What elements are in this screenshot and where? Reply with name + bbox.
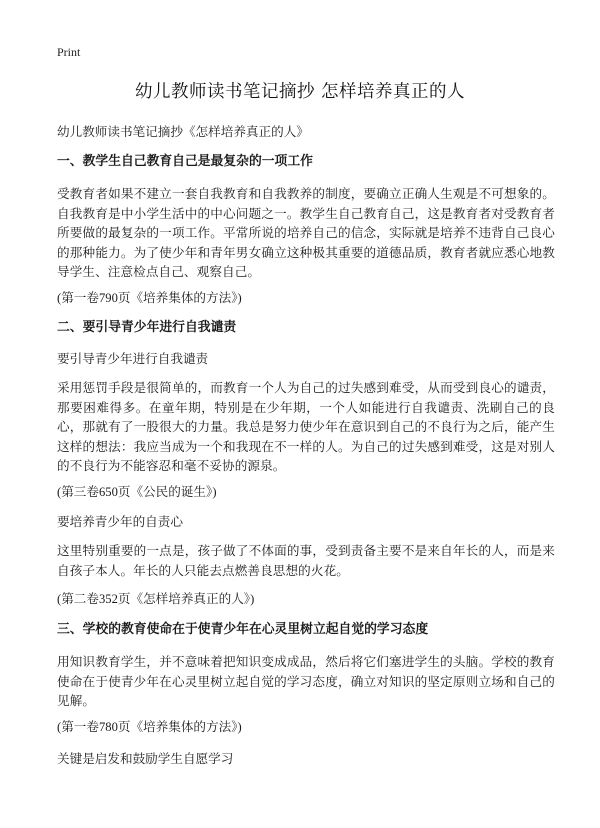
section-1-paragraph: 受教育者如果不建立一套自我教育和自我教养的制度，要确立正确人生观是不可想象的。自我教育是中小学生活中的中心问题之一。教学生自己教育自己，这是教育者对受教育者所要做的最复杂的一项工作。平常所说的培养自己的信念，实际就是培养不违背自己良心的那种能力。为了使少年和青年男女确立这种极其重要的道德品质，教育者就应悉心地教导学生、注意检点自己、观察自己。: [57, 186, 555, 279]
subtitle: 幼儿教师读书笔记摘抄《怎样培养真正的人》: [57, 124, 309, 139]
section-2-paragraph: 采用惩罚手段是很简单的，而教育一个人为自己的过失感到难受，从而受到良心的谴责，那要困难得多。在童年期，特别是在少年期，一个人如能进行自我谴责、洗刷自己的良心，那就有了一股很大的力量。我总是努力使少年在意识到自己的不良行为之后，能产生这样的想法：我应当成为一个和我现在不一样的人。为自己的过失感到难受，这是对别人的不良行为不能容忍和毫不妥协的源泉。: [57, 380, 555, 473]
page-title: 幼儿教师读书笔记摘抄 怎样培养真正的人: [134, 82, 466, 102]
section-3-subheading: 关键是启发和鼓励学生自愿学习: [57, 751, 234, 766]
print-link[interactable]: Print: [57, 45, 81, 59]
section-2-citation-2: (第二卷352页《怎样培养真正的人》): [57, 592, 255, 606]
section-2-citation: (第三卷650页《公民的诞生》): [57, 485, 217, 499]
section-2-subheading-2: 要培养青少年的自责心: [57, 514, 183, 529]
section-1-heading: 一、教学生自己教育自己是最复杂的一项工作: [57, 154, 313, 169]
section-3-citation: (第一卷780页《培养集体的方法》): [57, 720, 242, 734]
section-2-subheading: 要引导青少年进行自我谴责: [57, 351, 209, 366]
section-2-heading: 二、要引导青少年进行自我谴责: [57, 320, 237, 335]
section-3-heading: 三、学校的教育使命在于使青少年在心灵里树立起自觉的学习态度: [57, 622, 429, 637]
section-2-paragraph-2: 这里特别重要的一点是，孩子做了不体面的事，受到责备主要不是来自年长的人，而是来自孩子本人。年长的人只能去点燃善良思想的火花。: [57, 543, 555, 578]
section-1-citation: (第一卷790页《培养集体的方法》): [57, 291, 242, 305]
section-3-paragraph: 用知识教育学生，并不意味着把知识变成成品，然后将它们塞进学生的头脑。学校的教育使命在于使青少年在心灵里树立起自觉的学习态度，确立对知识的坚定原则立场和自己的见解。: [57, 654, 555, 708]
